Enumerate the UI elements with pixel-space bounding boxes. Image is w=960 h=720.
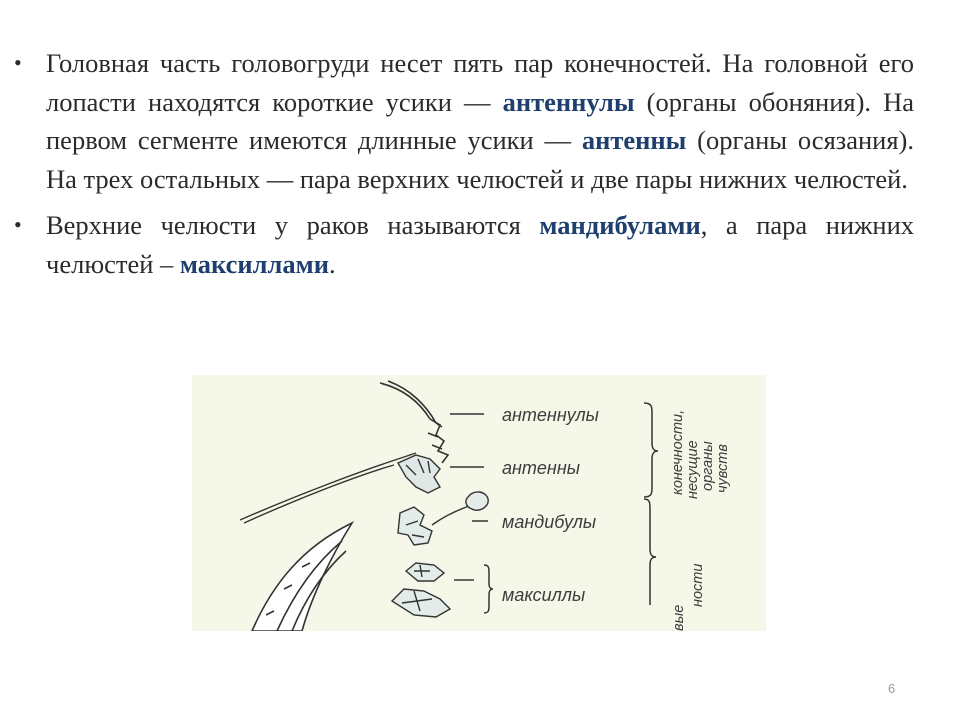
brace-icons [484,403,658,613]
bullet-limbs [14,44,914,198]
bullet-text: . [328,248,336,279]
keyword-antennae: антенны [581,125,687,155]
bullet-text: (органы обоняния). На первом сегменте имеются длинные усики — [46,86,914,155]
label-maxillae: максиллы [502,585,586,605]
bullet-text: (органы осязания). На трех остальных — пара верхних челюстей и две пары нижних челюстей. [46,125,914,194]
svg-text:вые: вые [671,604,687,631]
group-label-mouthparts [671,564,706,631]
label-mandibles: мандибулы [502,512,597,532]
keyword-maxillae: максиллами [179,248,329,279]
bullet-text: Головная часть головогруди несет пять пар конечностей. На головной его лопасти находятся короткие усики — [46,48,914,117]
svg-text:конечности,: конечности, [670,409,686,495]
svg-text:несущие: несущие [685,440,701,499]
bullet-dot-icon: • [14,212,22,237]
crayfish-limbs-figure [192,375,766,631]
claw-drawing [252,523,352,631]
label-antennules: антеннулы [502,405,599,425]
antennule-drawing [380,381,448,463]
label-antennae: антенны [502,458,580,478]
maxilla-drawing [392,563,450,617]
keyword-mandibles: мандибулами [539,210,701,240]
bullet-text: , а пара нижних челюстей – [46,210,914,279]
keyword-antennules: антеннулы [502,86,635,117]
bullet-dot-icon: • [14,50,22,75]
bullet-jaws [14,206,914,283]
svg-text:чувств: чувств [715,444,731,493]
group-label-sense-organs [670,410,731,499]
mandible-drawing [398,492,488,545]
bullet-list [14,44,914,291]
slide-number: 6 [888,681,896,696]
svg-text:ности: ности [690,563,706,607]
limbs-illustration [192,375,766,631]
bullet-text: Верхние челюсти у раков называются [46,210,540,240]
svg-text:органы: органы [700,441,716,491]
